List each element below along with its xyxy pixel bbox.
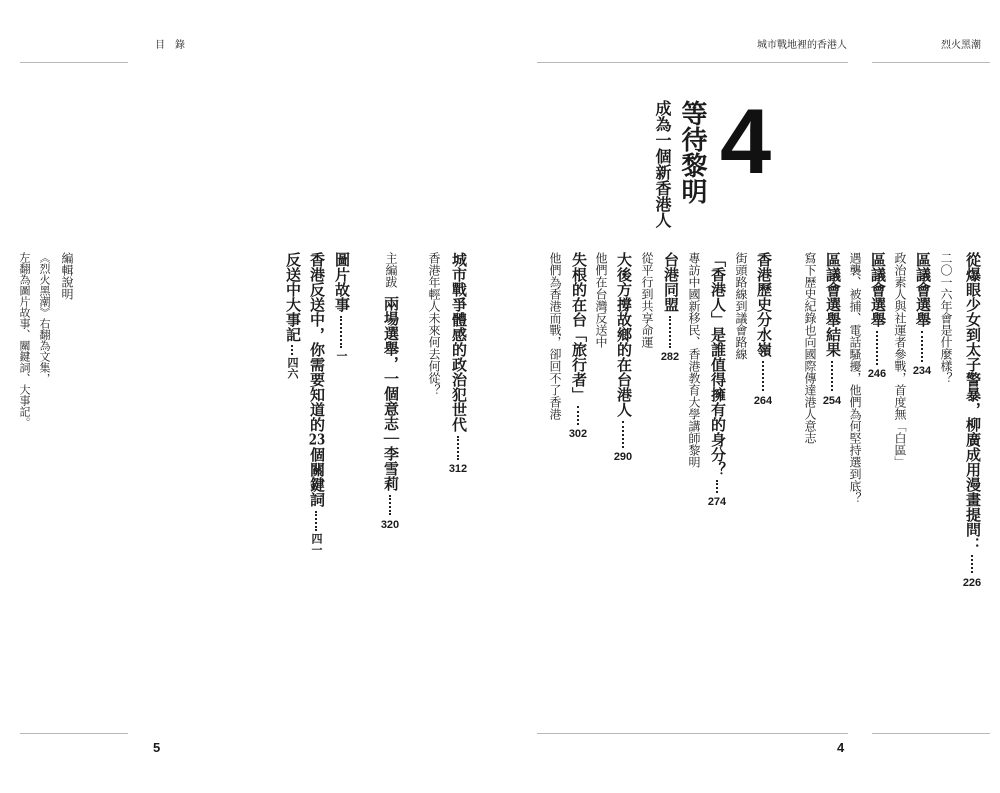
running-header-series-title: 烈火黑潮 [941,40,981,51]
toc-entry-title: 「香港人」是誰值得擁有的身分？ [709,252,727,477]
toc-leader-dots [669,316,671,348]
toc-page-number: 234 [912,365,932,377]
toc-entry-afterword [383,252,398,491]
toc-page-number: 一 [335,350,348,361]
editor-note-heading: 編輯說明 [60,252,74,300]
toc-leader-dots [762,361,764,391]
chapter-subtitle: 成為一個新香港人 [653,100,672,228]
toc-page-number: 290 [613,451,633,463]
toc-leader-dots [577,406,579,425]
editor-note-line: 左翻為圖片故事、關鍵詞、大事記。 [18,252,31,428]
toc-entry-title: 城市戰爭體感的政治犯世代 [450,252,468,432]
toc-entry-subtitle: 街頭路線到議會路線 [734,252,748,360]
page-number-right: 4 [837,740,845,755]
footer-rule [537,733,848,734]
toc-page-number: 320 [380,519,400,531]
header-rule [20,62,128,63]
toc-entry-subtitle: 遇襲、被捕、電話騷擾，他們為何堅持選到底？ [848,252,862,504]
chapter-title: 等待黎明 [677,100,707,204]
toc-leader-dots [389,495,391,515]
editor-note-line: 《烈火黑潮》右翻為文集， [38,252,51,384]
toc-page-number: 264 [753,395,773,407]
toc-entry-title: 反送中大事記 [284,252,302,342]
toc-leader-dots [921,331,923,362]
toc-entry-title: 區議會選舉 [914,252,932,327]
toc-leader-dots [716,480,718,493]
running-header-contents: 目 錄 [155,40,185,51]
toc-entry-title: 大後方撐故鄉的在台港人 [615,252,633,417]
toc-entry-title-part: 香港反送中，你需要知道的 [308,252,326,432]
toc-leader-dots [876,331,878,365]
toc-entry-title [309,252,324,507]
toc-page-number: 274 [707,496,727,508]
toc-entry-label: 主編跋 [384,252,398,288]
toc-entry-title: 香港歷史分水嶺 [755,252,773,357]
toc-page-number: 312 [448,463,468,475]
chapter-number: 4 [720,91,772,193]
toc-entry-subtitle: 香港年輕人未來何去何從？ [427,252,441,396]
toc-leader-dots [291,345,293,355]
toc-leader-dots [622,421,624,448]
toc-entry-subtitle: 他們在台灣反送中 [594,252,608,348]
toc-entry-title: 圖片故事 [333,252,351,312]
toc-page-number: 282 [660,351,680,363]
toc-page-number: 四六 [286,357,299,379]
running-header-book-title: 城市戰地裡的香港人 [757,40,847,51]
toc-entry-subtitle: 從平行到共享命運 [640,252,654,348]
toc-entry-subtitle: 他們為香港而戰，卻回不了香港 [548,252,562,420]
page-number-left: 5 [153,740,161,755]
toc-page-number: 246 [867,368,887,380]
toc-leader-dots [831,361,833,391]
toc-entry-subtitle: 二〇一六年會是什麼樣？ [939,252,953,384]
toc-page-number: 226 [962,577,982,589]
footer-rule [872,733,990,734]
toc-entry-subtitle: 寫下歷史紀錄也向國際傳達港人意志 [803,252,817,444]
toc-page-number: 254 [822,395,842,407]
toc-leader-dots [315,511,317,531]
toc-leader-dots [340,316,342,348]
toc-entry-title: 兩場選舉，一個意志｜李雪莉 [382,296,400,491]
toc-entry-title-part: 個關鍵詞 [308,447,326,507]
toc-entry-title: 失根的在台「旅行者」 [570,252,588,402]
toc-page-number: 四一 [310,533,323,555]
header-rule [537,62,848,63]
footer-rule [20,733,128,734]
header-rule [872,62,990,63]
toc-entry-subtitle: 專訪中國新移民、香港教育大學講師黎明 [687,252,701,468]
toc-entry-title: 區議會選舉結果 [824,252,842,357]
toc-entry-title: 從爆眼少女到太子警暴，柳廣成用漫畫提問： [964,252,982,552]
toc-entry-subtitle: 政治素人與社運者參戰，首度無「白區」 [893,252,907,468]
toc-leader-dots [971,555,973,573]
toc-leader-dots [457,436,459,460]
toc-entry-title: 台港同盟 [662,252,680,312]
toc-page-number: 302 [568,428,588,440]
toc-entry-title-number: 23 [308,432,326,447]
toc-entry-title: 區議會選舉 [869,252,887,327]
